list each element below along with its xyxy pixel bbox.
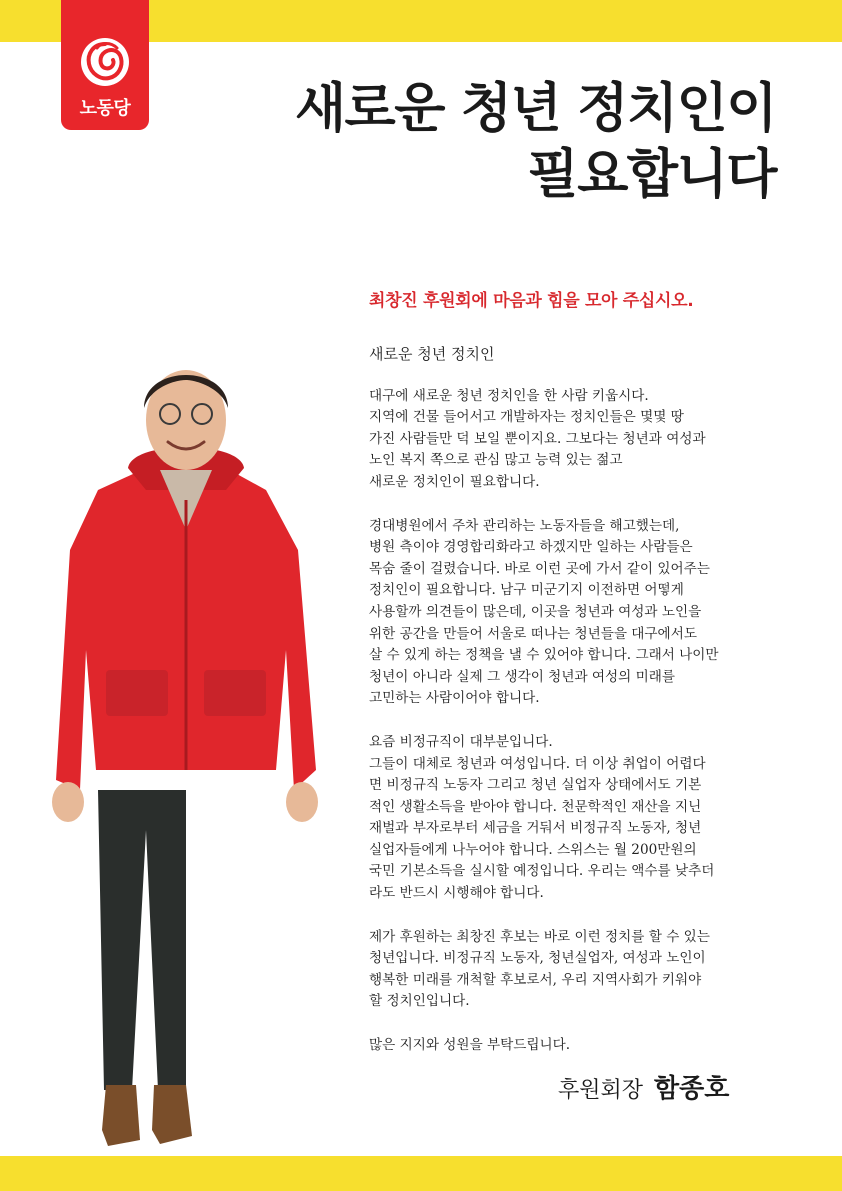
letter-line: 경대병원에서 주차 관리하는 노동자들을 해고했는데, <box>369 517 680 534</box>
jacket-pocket-left <box>106 670 168 716</box>
letter-paragraph-3 <box>369 732 789 905</box>
letter-body <box>369 344 789 1079</box>
letter-line: 그들이 대체로 청년과 여성입니다. 더 이상 취업이 어렵다 <box>369 755 706 772</box>
right-hand <box>286 782 318 822</box>
letter-line: 목숨 줄이 걸렸습니다. 바로 이런 곳에 가서 같이 있어주는 <box>369 560 710 577</box>
letter-line: 대구에 새로운 청년 정치인을 한 사람 키웁시다. <box>369 387 649 404</box>
letter-line: 고민하는 사람이어야 합니다. <box>369 690 540 707</box>
letter-line: 지역에 건물 들어서고 개발하자는 정치인들은 몇몇 땅 <box>369 409 684 426</box>
letter-subtitle: 새로운 청년 정치인 <box>369 345 495 363</box>
letter-line: 새로운 정치인이 필요합니다. <box>369 473 540 490</box>
rose-icon <box>79 36 131 88</box>
letter-line: 노인 복지 쪽으로 관심 많고 능력 있는 젊고 <box>369 452 623 469</box>
trousers <box>98 790 186 1090</box>
right-boot <box>152 1085 192 1144</box>
headline-line-2: 필요합니다 <box>527 144 776 205</box>
left-hand <box>52 782 84 822</box>
letter-paragraph-4 <box>369 927 789 1013</box>
headline <box>216 76 776 208</box>
letter-line: 할 정치인입니다. <box>369 993 470 1010</box>
letter-line: 라도 반드시 시행해야 합니다. <box>369 885 544 902</box>
letter-line: 요즘 비정규직이 대부분입니다. <box>369 733 553 750</box>
candidate-photo <box>36 350 332 1156</box>
letter-line: 적인 생활소득을 받아야 합니다. 천문학적인 재산을 지닌 <box>369 798 702 815</box>
letter-line: 제가 후원하는 최창진 후보는 바로 이런 정치를 할 수 있는 <box>369 928 710 945</box>
letter-line: 사용할까 의견들이 많은데, 이곳을 청년과 여성과 노인을 <box>369 603 702 620</box>
signature-name: 함종호 <box>654 1074 730 1104</box>
letter-line: 살 수 있게 하는 정책을 낼 수 있어야 합니다. 그래서 나이만 <box>369 647 719 664</box>
letter-line: 병원 측이야 경영합리화라고 하겠지만 일하는 사람들은 <box>369 539 693 556</box>
party-logo <box>61 0 149 130</box>
letter-line: 많은 지지와 성원을 부탁드립니다. <box>369 1037 571 1054</box>
letter-line: 실업자들에게 나누어야 합니다. 스위스는 월 200만원의 <box>369 841 697 858</box>
signature-title: 후원회장 <box>558 1078 644 1103</box>
letter-line: 면 비정규직 노동자 그리고 청년 실업자 상태에서도 기본 <box>369 777 702 794</box>
letter-line: 청년이 아니라 실제 그 생각이 청년과 여성의 미래를 <box>369 668 676 685</box>
headline-line-1: 새로운 청년 정치인이 <box>294 78 776 139</box>
letter-line: 국민 기본소득을 실시할 예정입니다. 우리는 액수를 낮추더 <box>369 863 715 880</box>
letter-paragraph-2 <box>369 516 789 710</box>
jacket-pocket-right <box>204 670 266 716</box>
letter-paragraph-1 <box>369 386 789 494</box>
bottom-yellow-band <box>0 1156 842 1191</box>
letter-paragraph-5 <box>369 1035 789 1057</box>
letter-line: 정치인이 필요합니다. 남구 미군기지 이전하면 어떻게 <box>369 582 684 599</box>
letter-line: 재벌과 부자로부터 세금을 거둬서 비정규직 노동자, 청년 <box>369 820 702 837</box>
letter-line: 행복한 미래를 개척할 후보로서, 우리 지역사회가 키워야 <box>369 971 702 988</box>
left-boot <box>102 1085 140 1146</box>
letter-line: 청년입니다. 비정규직 노동자, 청년실업자, 여성과 노인이 <box>369 950 706 967</box>
tagline: 최창진 후원회에 마음과 힘을 모아 주십시오. <box>369 291 694 311</box>
signature <box>558 1068 778 1105</box>
letter-line: 가진 사람들만 덕 보일 뿐이지요. 그보다는 청년과 여성과 <box>369 430 706 447</box>
letter-line: 위한 공간을 만들어 서울로 떠나는 청년들을 대구에서도 <box>369 625 697 642</box>
party-name: 노동당 <box>79 98 131 119</box>
